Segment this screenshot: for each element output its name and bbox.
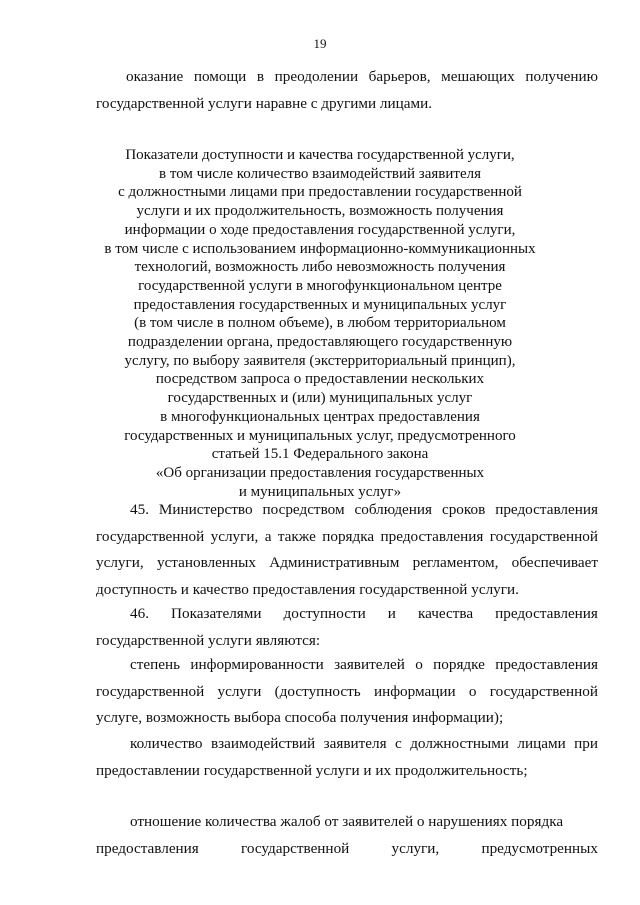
word: предоставления xyxy=(495,605,598,622)
word: услуги, xyxy=(391,839,440,857)
intro-line: государственной услуги наравне с другими лицами. xyxy=(96,94,432,112)
heading-line: государственных и муниципальных услуг, предусмотренного xyxy=(124,427,516,444)
heading-line: информации о ходе предоставления государственной услуги, xyxy=(124,221,516,238)
heading-line: технологий, возможность либо невозможность получения xyxy=(134,259,506,276)
list-item-informedness: степень информированности заявителей о порядке предоставления государственной услуги (доступность информации о государственной услуге, возможность выбора способа получения информации); xyxy=(96,656,598,726)
word: доступности xyxy=(283,605,366,622)
heading-line: в том числе с использованием информационно-коммуникационных xyxy=(104,240,536,257)
list-item-complaints xyxy=(96,809,598,862)
intro-line: оказание помощи в преодолении барьеров, мешающих получению xyxy=(126,68,598,85)
heading-line: предоставления государственных и муниципальных услуг xyxy=(133,296,507,313)
heading-line: (в том числе в полном объеме), в любом территориальном xyxy=(134,315,506,332)
heading-line: в многофункциональных центрах предоставления xyxy=(160,408,480,425)
section-heading xyxy=(60,146,580,501)
list-item-interactions: количество взаимодействий заявителя с должностными лицами при предоставлении государственной услуги и их продолжительность; xyxy=(96,735,598,779)
heading-line: посредством запроса о предоставлении нескольких xyxy=(155,371,485,388)
word: государственной xyxy=(241,839,350,857)
heading-line: услугу, по выбору заявителя (экстерриториальный принцип), xyxy=(124,352,516,369)
heading-line: Показатели доступности и качества государственной услуги, xyxy=(125,147,515,163)
heading-line: государственных и (или) муниципальных услуг xyxy=(167,390,473,407)
heading-line: государственной услуги в многофункциональном центре xyxy=(138,277,502,294)
paragraph-46 xyxy=(96,601,598,654)
complaints-second-line xyxy=(96,836,598,863)
word: и xyxy=(387,605,396,622)
heading-line: подразделении органа, предоставляющего государственную xyxy=(127,334,513,351)
paragraph-46-continuation: государственной услуги являются: xyxy=(96,631,321,649)
heading-line: с должностными лицами при предоставлении государственной xyxy=(118,184,522,201)
word: предусмотренных xyxy=(481,839,598,857)
word: 46. xyxy=(130,605,149,622)
heading-line: в том числе количество взаимодействий заявителя xyxy=(159,165,481,182)
word: предоставления xyxy=(96,839,199,857)
intro-paragraph xyxy=(96,64,598,117)
word: Показателями xyxy=(171,605,262,622)
complaints-first-line: отношение количества жалоб от заявителей о нарушениях порядка xyxy=(130,813,564,830)
paragraph-45: 45. Министерство посредством соблюдения сроков предоставления государственной услуги, а также порядка предоставления государственной услуги, установленных Административным регламентом, обеспечивает доступность и качество предоставления государственной услуги. xyxy=(96,501,598,598)
paragraph-46-first-line xyxy=(96,601,598,628)
heading-line: статьей 15.1 Федерального закона xyxy=(211,446,429,463)
heading-line: и муниципальных услуг» xyxy=(238,483,402,500)
page-number: 19 xyxy=(313,36,327,51)
heading-line: «Об организации предоставления государственных xyxy=(155,464,485,481)
heading-line: услуги и их продолжительность, возможность получения xyxy=(136,203,504,220)
word: качества xyxy=(417,605,474,622)
